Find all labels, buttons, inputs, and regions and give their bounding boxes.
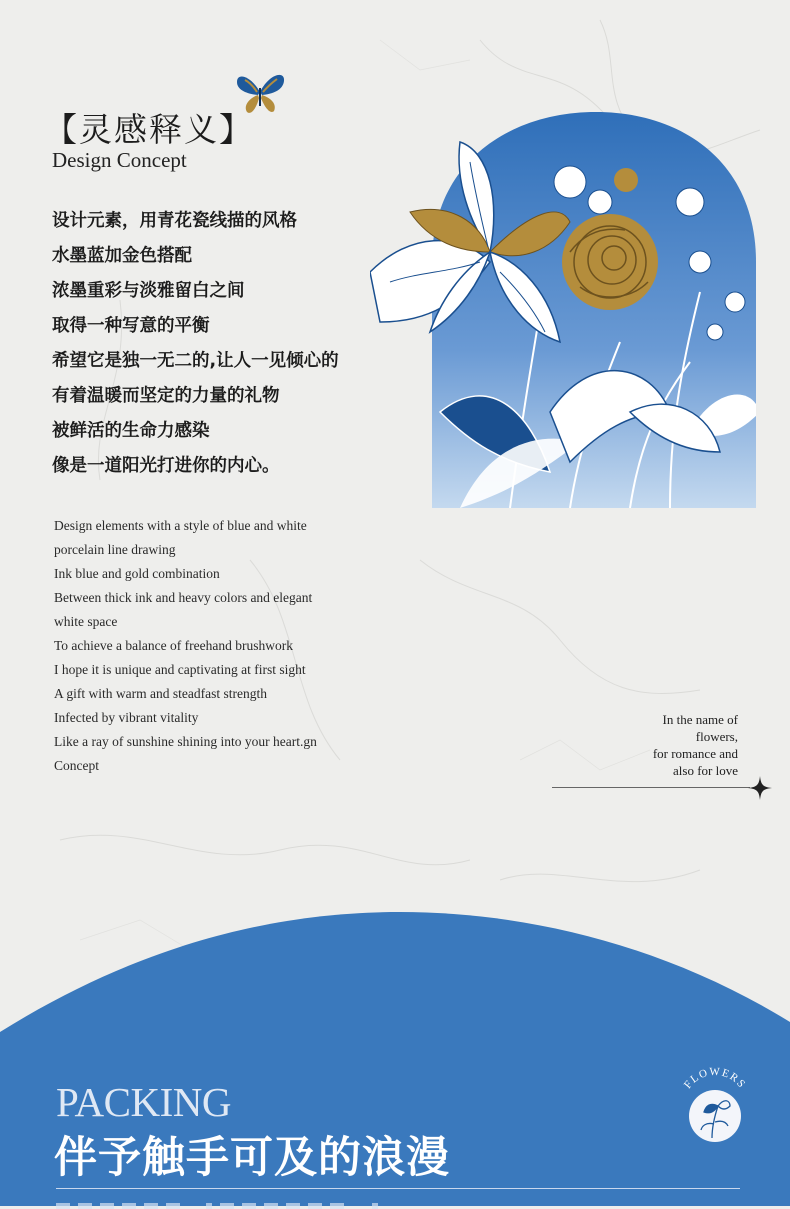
side-note-line: In the name of <box>662 712 738 727</box>
sparkle-icon <box>748 776 772 800</box>
concept-line-en: Infected by vibrant vitality <box>54 710 199 725</box>
concept-line-cn: 像是一道阳光打进你的内心。 <box>52 456 280 476</box>
concept-line-en: white space <box>54 614 118 629</box>
concept-subtitle: Design Concept <box>52 148 187 172</box>
concept-text-cn <box>52 204 339 484</box>
concept-line-cn: 水墨蓝加金色搭配 <box>52 246 192 266</box>
concept-line-en: Concept <box>54 758 99 773</box>
concept-line-en: porcelain line drawing <box>54 542 176 557</box>
concept-line-en: Design elements with a style of blue and white <box>54 518 307 533</box>
concept-line-cn: 被鲜活的生命力感染 <box>52 421 210 441</box>
concept-text-en <box>54 514 317 778</box>
concept-line-cn: 设计元素，用青花瓷线描的风格 <box>52 211 297 231</box>
concept-line-en: A gift with warm and steadfast strength <box>54 686 267 701</box>
concept-line-en: Like a ray of sunshine shining into your heart.gn <box>54 734 317 749</box>
concept-line-en: To achieve a balance of freehand brushwork <box>54 638 293 653</box>
badge-text: FLOWERS <box>681 1066 749 1092</box>
side-note <box>653 711 738 779</box>
floral-arch-illustration <box>370 112 760 508</box>
side-note-line: also for love <box>673 763 738 778</box>
packing-title: PACKING <box>56 1079 231 1125</box>
concept-title: 【灵感释义】 <box>44 110 254 149</box>
bottom-divider <box>56 1188 740 1189</box>
svg-text:FLOWERS <box>682 1066 748 1091</box>
divider-line <box>552 787 750 788</box>
concept-line-cn: 浓墨重彩与淡雅留白之间 <box>52 281 245 301</box>
concept-line-cn: 希望它是独一无二的,让人一见倾心的 <box>52 351 339 371</box>
side-note-line: for romance and <box>652 746 738 761</box>
side-note-line: flowers, <box>695 729 738 744</box>
cutoff-text-row <box>56 1197 436 1209</box>
concept-line-cn: 取得一种写意的平衡 <box>52 316 210 336</box>
concept-line-en: Ink blue and gold combination <box>54 566 220 581</box>
concept-line-en: Between thick ink and heavy colors and elegant <box>54 590 313 605</box>
concept-line-en: I hope it is unique and captivating at first sight <box>54 662 306 677</box>
packing-subtitle: 伴予触手可及的浪漫 <box>54 1133 450 1183</box>
concept-line-cn: 有着温暖而坚定的力量的礼物 <box>52 386 280 406</box>
flowers-badge-icon <box>674 1066 756 1148</box>
